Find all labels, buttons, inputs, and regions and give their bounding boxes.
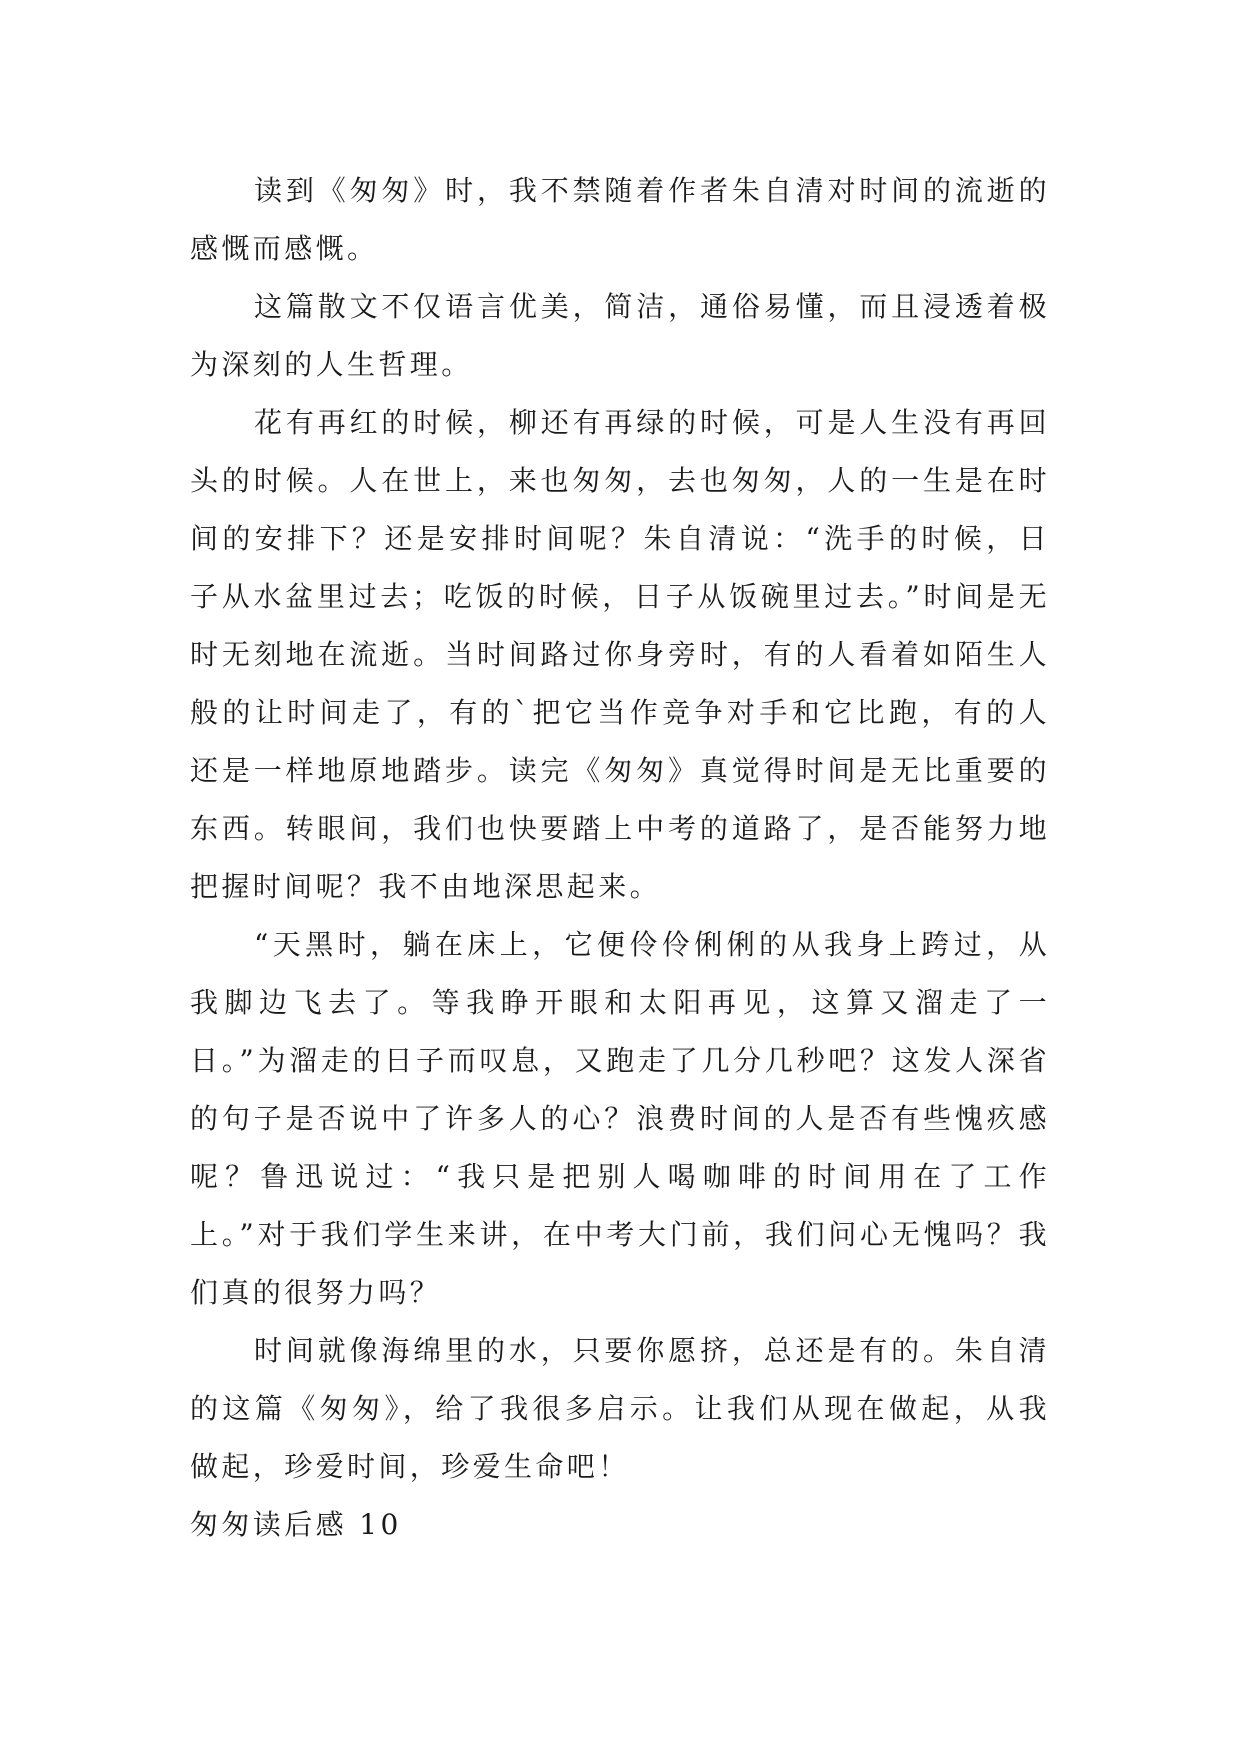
paragraph-2: 这篇散文不仅语言优美，简洁，通俗易懂，而且浸透着极为深刻的人生哲理。 — [190, 290, 1050, 381]
paragraph-4: “天黑时，躺在床上，它便伶伶俐俐的从我身上跨过，从我脚边飞去了。等我睁开眼和太阳再见，这算又溜走了一日。”为溜走的日子而叹息，又跑走了几分几秒吧？这发人深省的句子是否说中了许多人的心？浪费时间的人是否有些愧疚感呢？鲁迅说过：“我只是把别人喝咖啡的时间用在了工作上。”对于我们学生来讲，在中考大门前，我们问心无愧吗？我们真的很努力吗？ — [190, 928, 1050, 1309]
paragraph-3: 花有再红的时候，柳还有再绿的时候，可是人生没有再回头的时候。人在世上，来也匆匆，去也匆匆，人的一生是在时间的安排下？还是安排时间呢？朱自清说：“洗手的时候，日子从水盆里过去；吃饭的时候，日子从饭碗里过去。”时间是无时无刻地在流逝。当时间路过你身旁时，有的人看着如陌生人般的让时间走了，有的`把它当作竞争对手和它比跑，有的人还是一样地原地踏步。读完《匆匆》真觉得时间是无比重要的东西。转眼间，我们也快要踏上中考的道路了，是否能努力地把握时间呢？我不由地深思起来。 — [190, 406, 1050, 903]
paragraph-5: 时间就像海绵里的水，只要你愿挤，总还是有的。朱自清的这篇《匆匆》，给了我很多启示。让我们从现在做起，从我做起，珍爱时间，珍爱生命吧！ — [190, 1334, 1050, 1483]
paragraph-1: 读到《匆匆》时，我不禁随着作者朱自清对时间的流逝的感慨而感慨。 — [190, 174, 1050, 265]
document-body — [190, 162, 1050, 1554]
section-heading: 匆匆读后感 10 — [190, 1508, 402, 1541]
